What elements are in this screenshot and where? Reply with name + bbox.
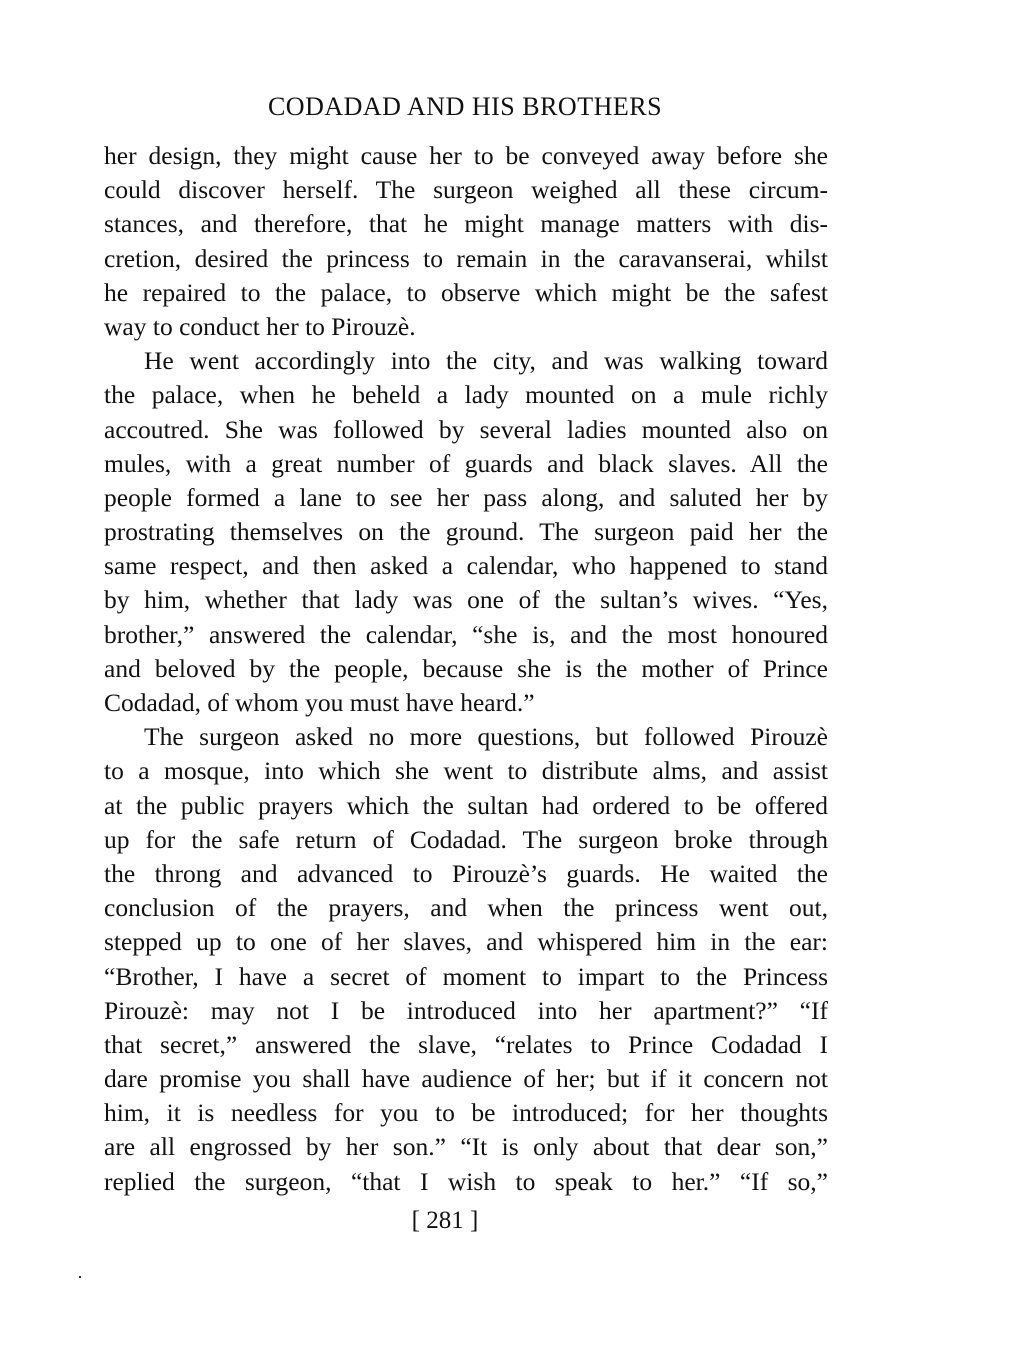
text-line: prostrating themselves on the ground. The surgeon paid her the — [104, 517, 828, 547]
text-line: Codadad, of whom you must have heard.” — [104, 688, 535, 717]
text-line: cretion, desired the princess to remain in the caravanserai, whilst — [104, 243, 828, 273]
text-line: way to conduct her to Pirouzè. — [104, 311, 416, 341]
running-head: CODADAD AND HIS BROTHERS — [267, 92, 663, 121]
text-line: the throng and advanced to Pirouzè’s guards. He waited the — [104, 858, 828, 888]
text-line: He went accordingly into the city, and was walking toward — [144, 346, 828, 376]
text-line: “Brother, I have a secret of moment to impart to the Princess — [104, 961, 828, 991]
text-line: and beloved by the people, because she is the mother of Prince — [104, 653, 828, 683]
text-line: stepped up to one of her slaves, and whispered him in the ear: — [104, 927, 828, 957]
text-line: same respect, and then asked a calendar, who happened to stand — [104, 551, 828, 581]
text-line: could discover herself. The surgeon weighed all these circum- — [104, 175, 828, 205]
text-line: brother,” answered the calendar, “she is, and the most honoured — [104, 619, 828, 649]
text-line: stances, and therefore, that he might manage matters with dis- — [104, 209, 828, 239]
page-number: [ 281 ] — [411, 1207, 479, 1234]
text-line: he repaired to the palace, to observe which might be the safest — [104, 277, 828, 307]
text-line: conclusion of the prayers, and when the princess went out, — [104, 893, 828, 923]
text-line: mules, with a great number of guards and black slaves. All the — [104, 448, 828, 478]
text-line: up for the safe return of Codadad. The surgeon broke through — [104, 824, 828, 854]
text-line: at the public prayers which the sultan had ordered to be offered — [104, 790, 828, 820]
text-line: by him, whether that lady was one of the sultan’s wives. “Yes, — [104, 585, 828, 615]
text-line: The surgeon asked no more questions, but followed Pirouzè — [144, 722, 828, 752]
text-line: to a mosque, into which she went to distribute alms, and assist — [104, 756, 828, 786]
text-line: people formed a lane to see her pass along, and saluted her by — [104, 482, 828, 512]
text-line: dare promise you shall have audience of her; but if it concern not — [104, 1064, 828, 1094]
text-line: replied the surgeon, “that I wish to speak to her.” “If so,” — [104, 1166, 828, 1196]
text-line: her design, they might cause her to be conveyed away before she — [104, 141, 828, 170]
text-line: that secret,” answered the slave, “relates to Prince Codadad I — [104, 1029, 828, 1059]
text-line: accoutred. She was followed by several ladies mounted also on — [104, 414, 828, 444]
text-line: him, it is needless for you to be introduced; for her thoughts — [104, 1098, 828, 1128]
body-text — [104, 139, 828, 1199]
text-line: are all engrossed by her son.” “It is only about that dear son,” — [104, 1132, 828, 1162]
text-line: the palace, when he beheld a lady mounted on a mule richly — [104, 380, 828, 410]
text-line: Pirouzè: may not I be introduced into her apartment?” “If — [104, 995, 828, 1025]
scan-speck — [79, 1276, 81, 1278]
